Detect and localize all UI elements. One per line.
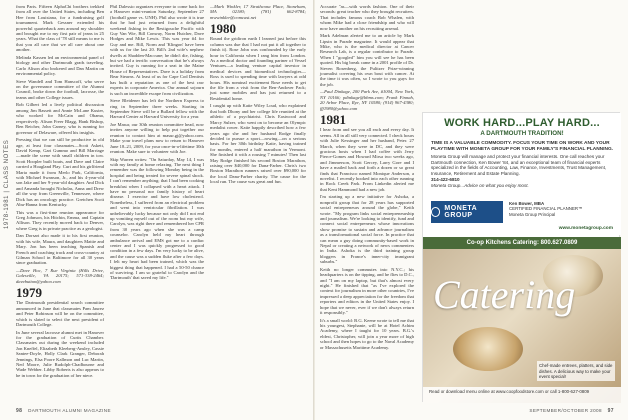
paragraph: Melinda Kassen led an environmental panel of biology and other Dartmouth grads traveling. Carlo Alison also brokered and Dan Martin on environmental policy. bbox=[16, 54, 104, 77]
column-2 bbox=[110, 4, 204, 283]
catering-description: Chef-made entrees, platters, and side dishes. A delicious way to make your event special! bbox=[537, 361, 615, 381]
page-gutter bbox=[313, 0, 315, 420]
paragraph: I'm starting up a new initiative for Ashoka, a nonprofit group that for 28 years has supported social entrepreneurs around the globe," Keith wrote. "My program links social entrepreneurship and journalism. We're looking to identify, fund and connect social entrepreneurs whose innovations show promise to sustain and advance journalism as a transformational social force. In practice that can mean a guy doing community-based work in Nepal or creating a network of news commenters in India. Ashoka is the third training group bloggers in France's inner-city immigrant suburbs." bbox=[320, 194, 414, 265]
food-plate-image bbox=[453, 327, 523, 371]
paragraph: Keith no longer commutes into N.Y.C.; his headquarters is on the tipping, and he flies to D.C., and "I am on my laptop, but that's almost every night." He finished that "as I've explored the context for journalism in more other countries, I've impressed a deep appreciation for the freedom that reporters and editors in the United States enjoy. I hope that we never, ever if we don't always return it responsibly." bbox=[320, 266, 414, 316]
column-4 bbox=[320, 4, 414, 352]
ad-website-link[interactable]: www.monetagroup.com bbox=[558, 226, 613, 231]
issue-date: SEPTEMBER/OCTOBER 2008 bbox=[529, 408, 602, 413]
ad-lead-text: TIME IS A VALUABLE COMMODITY. FOCUS YOUR TIME ON WORK AND YOUR PLAYTIME WITH MONETA GROUP FOR YOUR FAMILY'S FINANCIAL PLANNING. bbox=[431, 141, 614, 152]
class-secretary-signature: —Dave Hoc, 7 Rue Virginia (Hills Drive, Galesville, VA 20175; 571-338-2464; davebutton@yahoo.com bbox=[16, 268, 104, 284]
paragraph: Dan Dorsart also made it to his first reunion, with his wife, Maura, and daughters Mattie and Mary. Jon has been teaching Spanish and French and coaching track and cross-country at Gilman School in Baltimore for all 30 years since graduation. bbox=[16, 233, 104, 266]
class-year-heading: 1979 bbox=[16, 285, 42, 301]
class-year-heading: 1980 bbox=[210, 21, 236, 37]
paragraph: Skip Warren writes: "On Saturday, May 14, I was with my family at home relaxing. The next thing I remember was the following Monday being in the hospital and being treated for severe spinal shock. I can't remember anything; that I had been cooking breakfast when I collapsed with a heart attack. I have no personal nor family history of heart disease. I exercise and have low cholesterol. Nonetheless, I suffered from an electrical problem and went into ventricular fibrillation. I was unbelievably lucky because not only did I not end up vomiting myself out of the room but my wife, Carolyn, was right there and remembered her CPR from 30 years ago when she was a camp counselor. Carolyn held my heart through ambulance arrival and EMS got me to a cardiac center and I was quickly progressed to good condition in a few days. I'm very lucky to be alive, and the cause was a sudden fluke after a few days. I felt my heart had been trained, which was the biggest thing that happened. I had a 50-50 chance of surviving. I am so grateful to Carolyn and the 'Dartmouth' that saved my life." bbox=[110, 156, 204, 281]
paragraph: Joe Masur, our 30th reunion committee head, now invites anyone willing to help put together our reunion to contact him at masur.gj@yahoo.com. Make your travel plans now to return to Hanover June 18–21, 2009, for your once-in-a-lifetime 30th reunion. Make sure to volunteer with Joe. bbox=[110, 121, 204, 154]
ad-tagline: Moneta Group...Advice on what you enjoy most. bbox=[431, 183, 529, 189]
class-year-heading: 1981 bbox=[320, 112, 346, 128]
contact-role: Moneta Group Principal bbox=[509, 211, 556, 217]
ad-headline: WORK HARD...PLAY HARD... bbox=[444, 117, 600, 129]
paragraph: Steve Bleidener has left the Northern Express to ring in September three weeks. Starting in September Steve will be a Bullard fellow with the Harvard Center at Harvard University for a year. bbox=[110, 98, 204, 120]
ad-contact bbox=[509, 201, 613, 217]
left-page-footer bbox=[16, 408, 111, 414]
paragraph: It's a small world: B.G. Keene wrote to tell me that his youngest, Stephanie, will be at Hotel Achim Academy, where I taught for 10 years. B.G.'s eldest, Christopher, will join a year more of high school and then hopes to go to the Naval Academy or Massachusetts Maritime Academy. bbox=[320, 317, 414, 350]
paragraph: Phil Dalessio organizes everyone to come back for a Hanover mini-reunion Saturday, September 27 (football game vs. UNH). Phil also wrote it is true that he had just returned from a delightful weekend fishing in the Restigouche Pacific with Guy Van Wie, Bill Conway, Norm Hutcher, Dave Hodges and Mike Lewis. This was year #4 for Guy and me. Bill, Norm and 'Klingon' have been with us for the last 20. Bill's 2nd wife's nephew dwells at Shadden-Maccune; he didn't die, fishing, but we had a terrific conversation that he's always invited. Guy is running for a seat in the Maine House of Representatives. Dave is a holiday from Bear Stearns. At least of us for Cape Cod Dentists has built a reputation as one of the best raw experts in corporate America. Our annual sojourn is such an incredible escape from civilization. bbox=[110, 4, 204, 96]
paragraph: Mark Adelman alerted me to an article by Mark Lipsin in Parade magazine. It would appear that Mike, who is the medical director at Cancer Research Lab, is a regular contributor to Parade. When I "googled" him you will see he has been quoted. His big break came in a 2001 profile of Dr. Steven Rosenberg, the Pulitzer Prize-winning journalist covering his own bout with cancer. At the time it was often, so I wrote to you guys for the job. bbox=[320, 33, 414, 87]
logo-text: MONETA GROUP bbox=[444, 205, 477, 219]
paragraph: The Dartmouth presidential search committee announced in June that classmates Pam Jaurez and Peter Robinson will be on the committee, which is slated to select the next president of Dartmouth College. bbox=[16, 300, 104, 328]
catering-banner-text: Co-op Kitchens Catering: 800.627.0809 bbox=[466, 240, 578, 246]
side-tab-label: 1978-1981 | CLASS NOTES bbox=[4, 139, 10, 229]
catering-banner bbox=[423, 237, 621, 249]
paragraph: Pressing that we can still be productive in old age, at least four classmates—Scott Askett, David Kemp, Gari Gummo and Bill Marriage—made the scene with small children in tow. Scott Hoopler built boats, and Dave and Claire carried a Hoagland Play. Curt and his girlfriend Maria made it from Merlo Park, California, with Michael Swanson, Jr., and his 4-year-old son Jake and her 9-year-old daughter. And Dick and Amanda brought Nicholas, Anna and Drew all the way from Greenville, Tennessee, where Dick has an oncology practice. Gretchen Scott Abu-Hanna from Kentucky. bbox=[16, 137, 104, 207]
paragraph: I hear from and see you all each and every day. It seems. All in all still very connected. I check hours with Julie Kessinger and her husband, Peter. 27 March, when they were in DC, and they were gracious hosts when I had coffee with Jerry Pierce-Gomes and Howard Mirsa two weeks ago, and Jimmerson, Scott Gercey, Larry Gore and I have a mailed back and forth a dozen or so great finds that Francisco named Monique Anderson, a novelist. I recently booked into each other running in Rock Creek Park. From Linkedin alerted me that Kent Hammond had a new job. bbox=[320, 127, 414, 192]
class-secretary-signature: —Paul Dinkage, 200 Park Ave, #1004, New York, NY 10166; pdinkage@bbms.com; Frank Finnah, 20 Arbor Place, Rye, NY 10580; (914) 967-4380; fff1980@yahoo.com bbox=[320, 89, 414, 111]
catering-ad bbox=[423, 249, 621, 403]
paragraph: Round the gridiron earth I learned just before this column was due that I had not put it all together to finish it). Rose John was confounded by the early hour in California when I rang him from London. As a medical doctor and founding partner of Vessel Ventures—a leading venture capital investor in medical devices and biomedical technologies—Ross is used to spending time with lawyers at odd hours. His nominal excitement Rose needs to get the file from a visit from the Ben-Andover Pack; just some mobiles and has just returned to a Residential home. bbox=[210, 36, 306, 101]
contact-name: Ken Bower, MBA bbox=[509, 201, 545, 206]
catering-title: Catering bbox=[433, 272, 576, 317]
column-1 bbox=[16, 4, 104, 380]
moneta-group-logo bbox=[431, 201, 503, 223]
page-number: 97 bbox=[607, 408, 614, 414]
paragraph: Accurate "as—with words fashion. One of their seconds: great teacher who they brought recruiters. That includes famous coach Bob Whalen, with whom Mike had a close friendship and who will now have another on his recruiting arsenal. bbox=[320, 4, 414, 31]
ad-body bbox=[431, 141, 613, 192]
page-number: 98 bbox=[16, 408, 23, 414]
ad-header bbox=[423, 117, 621, 137]
section-side-tab bbox=[2, 40, 12, 240]
ad-body-text: Moneta Group will manage and protect your financial interests. One call reaches your Dartmouth connection, Ken Bower '84, and an exceptional team of financial experts specialized in the fields of Accounting, Law, Finance, Investments, Trust Management, Insurance, Retirement and Estate Planning. bbox=[431, 154, 607, 176]
paragraph: from Paris. Fifteen AlphaChi brothers trekked from all over the United States, including Ben Hee from Louisiana, for a fundraising golf tournament. Mark Gessner extended his powerful quarterback arm around my shoulder and brought me to my first pair of jeans in 25 years. What the class of '78 still means to me is that you all care that we all care about one another. bbox=[16, 4, 104, 53]
globe-icon bbox=[431, 207, 440, 217]
ad-phone: 314-422-6810 bbox=[431, 176, 460, 182]
right-page-footer bbox=[529, 408, 614, 414]
paragraph: This was a first-time reunion appearance for Greg Johnson, his Hitchin, Emma, and Captain Allison. They recently moved back to Denver, where Greg is in private practice as a geologist. bbox=[16, 209, 104, 231]
class-secretary-signature: —Mark Winkler, 17 Strathcona Place, Stoneham, MA 02180; (781) 662-8784; mwwinkler@comcast.net bbox=[210, 4, 306, 20]
paragraph: In June several lacrosse alumni met in Hanover for the graduation of Curtis Chamber. Classmates out during the weekend included Jon Kneffel, Elizabeth Kleeberg-Ansley, Cassie Santee-Doyle, Holly Clark Granger, Deborah Jennings, Elsa Poore Kallmon and Luc Martin, Ned Moore, Julie Rudolph-Chadbourne and Wade Webber. Libby Roberts is also appears to be in town for the graduation of her niece. bbox=[16, 329, 104, 378]
column-3 bbox=[210, 4, 306, 187]
paragraph: Steve Wandell and Tom Hanscoff, who serve on the governance committee of the Alumni Council, broke down the football, lacrosse, the teams and other College issues. bbox=[16, 78, 104, 100]
ad-subhead: A DARTMOUTH TRADITION! bbox=[480, 130, 564, 137]
catering-footer: Read or download menu online at www.coopfoodstore.com or call 1-800-627-0809 bbox=[423, 387, 621, 403]
moneta-group-ad[interactable] bbox=[422, 112, 620, 402]
paragraph: Rob Gilbert led a lively political discussion among Jim Bassett and Annie McLane Kuster, who worked for McCain and Obama, respectively. Alison Freer Blagg, Hank Bishop, Ben Reicher, John Carney, who is running for governor of Delaware, offered his insights. bbox=[16, 102, 104, 135]
paragraph: I caught up with Katie Wiley Loud, who explained that both Dhony and her college life reunited at the athletic of a psychiatrist. Chris Eastwood and Marcy Sulzer, who went on to become an Olympic medalist rower. Katie happily described how a few years ago she and her husband Rodge finally decided to pursue a sport—rowing—on a serious basis. For her 30th birthday Katie, having trained for months, entered a half marathon in Vermont. She finished it with a rousing 7 minutes! Then last May Rodge finished his second Boston Marathon, raising over $40,000 for Dana-Farber. Chris's two Boston Marathon runners raised over $90,000 for the local Dana-Farber charity. The cause for the local run. The cause was great and fun. bbox=[210, 103, 306, 185]
contact-title: CERTIFIED FINANCIAL PLANNER™ bbox=[509, 206, 583, 212]
ad-financial-section bbox=[423, 113, 621, 235]
magazine-title: DARTMOUTH ALUMNI MAGAZINE bbox=[28, 408, 111, 413]
